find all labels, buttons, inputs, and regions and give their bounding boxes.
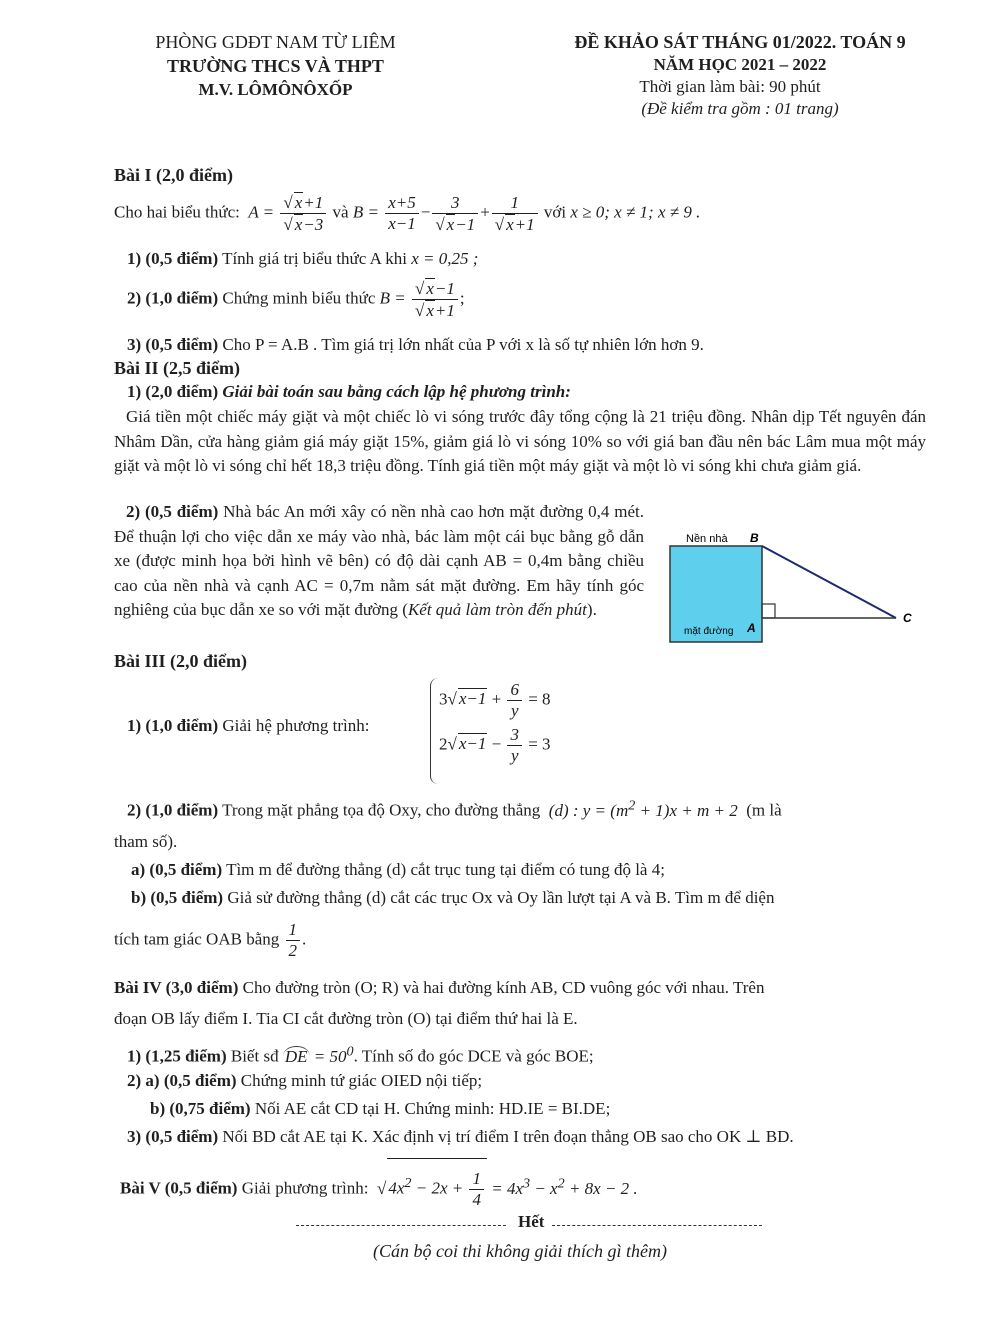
bai3-q2-param2: tham số). xyxy=(114,832,178,851)
bai5-title: Bài V (0,5 điểm) xyxy=(120,1178,238,1198)
bai4-intro-text: Cho đường tròn (O; R) và hai đường kính AB, CD vuông góc với nhau. Trên xyxy=(242,978,765,997)
school-dept: PHÒNG GDĐT NAM TỪ LIÊM xyxy=(155,32,396,52)
label-house: Nền nhà xyxy=(686,533,728,545)
bai4-title: Bài IV (3,0 điểm) xyxy=(114,978,239,997)
bai3-qb-text2: tích tam giác OAB bằng xyxy=(114,929,280,949)
bai3-q2: 2) (1,0 điểm) Trong mặt phẳng tọa độ Oxy, cho đường thẳng (d) : $y = (m^2 + 1)x + m + 2$ (m là xyxy=(127,797,782,820)
bai3-qb-text: Giả sử đường thẳng (d) cắt các trục Ox và Oy lần lượt tại A và B. Tìm m để diện xyxy=(227,888,775,907)
bai1-q3-text: Cho P = A.B . Tìm giá trị lớn nhất của P với x là số tự nhiên lớn hơn 9. xyxy=(222,335,704,354)
bai5: Bài V (0,5 điểm) Giải phương trình: √ $4x^2 - 2x$ + $\frac{1}{4}$ = $4x^3 - x^2 + 8x - 2$ . xyxy=(120,1158,638,1213)
equation-system: 3√ x−1 + $\frac{6}{y}$ = 8 2√ x−1 − $\frac{3}{y}$ = 3 xyxy=(430,678,551,784)
school-name-2: M.V. LÔMÔNÔXỐP xyxy=(198,80,353,99)
bai1-title: Bài I (2,0 điểm) xyxy=(114,165,233,185)
bai5-text: Giải phương trình: xyxy=(241,1178,369,1198)
bai3-qa-label: a) (0,5 điểm) xyxy=(131,860,223,879)
right-angle-mark xyxy=(762,604,775,618)
bai1-q3-label: 3) (0,5 điểm) xyxy=(127,335,219,354)
bai3-qa xyxy=(131,860,665,880)
bai1-q1-label: 1) (0,5 điểm) xyxy=(127,249,219,268)
bai3-qa-text: Tìm m để đường thẳng (d) cắt trục tung tại điểm có tung độ là 4; xyxy=(226,860,665,879)
footer-end: Hết xyxy=(518,1212,545,1231)
footer-note: (Cán bộ coi thi không giải thích gì thêm) xyxy=(373,1241,667,1261)
time-limit: Thời gian làm bài: 90 phút xyxy=(639,77,821,96)
bai4-q1-text-a: Biết sđ xyxy=(230,1046,279,1066)
footer-line xyxy=(296,1212,762,1231)
bai4-q3 xyxy=(127,1127,794,1147)
bai1-q2-text: Chứng minh biểu thức xyxy=(222,288,376,308)
bai4-intro2: đoạn OB lấy điểm I. Tia CI cắt đường tròn (O) tại điểm thứ hai là E. xyxy=(114,1009,578,1028)
bai2-q1-heading xyxy=(127,382,571,402)
bai1-q3 xyxy=(127,335,704,355)
bai1-q1: 1) (0,5 điểm) Tính giá trị biểu thức A khi x = 0,25 ; xyxy=(127,249,479,268)
exam-title: ĐỀ KHẢO SÁT THÁNG 01/2022. TOÁN 9 xyxy=(574,32,906,52)
bai2-q1-text: Giá tiền một chiếc máy giặt và một chiếc lò vi sóng trước đây tổng cộng là 21 triệu đồng. Nhân dịp Tết nguyên đán Nhâm Dần, cửa hàng giảm giá máy giặt 15%, giảm giá lò vi sóng 10% so với giá ban đầu nên bác Lâm mua một máy giặt và một lò vi sóng chỉ hết 18,3 triệu đồng. Tính giá tiền một máy giặt và một lò vi sóng khi chưa giảm giá. xyxy=(114,407,926,475)
bai3-q1 xyxy=(127,716,369,736)
label-A: A xyxy=(747,621,756,635)
bai4-q2b-label: b) (0,75 điểm) xyxy=(150,1099,251,1118)
bai4-q3-label: 3) (0,5 điểm) xyxy=(127,1127,219,1146)
bai4-q2a xyxy=(127,1071,482,1091)
bai4-q3-text: Nối BD cắt AE tại K. Xác định vị trí điểm I trên đoạn thẳng OB sao cho OK ⊥ BD. xyxy=(222,1127,794,1146)
school-name: TRƯỜNG THCS VÀ THPT xyxy=(167,56,384,76)
bai4-q2a-label: a) (0,5 điểm) xyxy=(145,1071,237,1090)
bai3-qb xyxy=(131,888,774,908)
label-B: B xyxy=(750,531,759,545)
bai2-q2 xyxy=(114,500,644,623)
bai1-and: và xyxy=(332,202,349,222)
bai4-q2a-text: Chứng minh tứ giác OIED nội tiếp; xyxy=(240,1071,483,1090)
bai1-q2-label: 2) (1,0 điểm) xyxy=(127,288,219,308)
label-road: mặt đường xyxy=(684,626,734,637)
ramp-line xyxy=(762,546,896,618)
bai3-title: Bài III (2,0 điểm) xyxy=(114,651,248,671)
bai4-q2-label: 2) xyxy=(127,1071,142,1090)
bai4-q2b xyxy=(150,1099,610,1119)
bai1-cond: với xyxy=(543,202,567,222)
bai1-intro: Cho hai biểu thức: xyxy=(114,202,240,222)
bai4-q1: 1) (1,25 điểm) Biết sđ DE = $50^0$. Tính số đo góc DCE và góc BOE; xyxy=(127,1043,594,1066)
bai3-qb-2: tích tam giác OAB bằng $\frac{1}{2}$ . xyxy=(114,920,307,960)
bai2-q1-title: Giải bài toán sau bằng cách lập hệ phương trình: xyxy=(222,382,571,401)
page-count: (Đề kiểm tra gồm : 01 trang) xyxy=(641,99,839,118)
bai3-q1-label: 1) (1,0 điểm) xyxy=(127,716,219,735)
bai2-q2-text: Nhà bác An mới xây có nền nhà cao hơn mặt đường 0,4 mét. Để thuận lợi cho việc dẫn xe máy vào nhà, bác làm một cái bục bằng gỗ dẫn xe (được minh họa bởi hình vẽ bên) có độ dài cạnh AB = 0,4m bằng chiều cao của nền nhà và cạnh AC = 0,7m nằm sát mặt đường. Em hãy tính góc nghiêng của bục dẫn xe so với mặt đường ( xyxy=(114,502,644,619)
bai3-q2-text: Trong mặt phẳng tọa độ Oxy, cho đường thẳng xyxy=(222,800,541,820)
bai4-q2b-text: Nối AE cắt CD tại H. Chứng minh: HD.IE = BI.DE; xyxy=(254,1099,611,1118)
bai2-q2-note: Kết quả làm tròn đến phút xyxy=(407,600,587,619)
bai3-q1-text: Giải hệ phương trình: xyxy=(222,716,370,735)
bai4-intro xyxy=(114,978,764,998)
school-year: NĂM HỌC 2021 – 2022 xyxy=(653,55,827,74)
bai2-title: Bài II (2,5 điểm) xyxy=(114,358,240,378)
bai1-q2: 2) (1,0 điểm) Chứng minh biểu thức B = $\frac{√ x-1}{√ x+1}$ ; xyxy=(127,279,465,320)
bai1-q1-text: Tính giá trị biểu thức A khi xyxy=(222,249,407,268)
bai4-q1-text-b: . Tính số đo góc DCE và góc BOE; xyxy=(353,1046,594,1066)
bai4-q1-label: 1) (1,25 điểm) xyxy=(127,1046,227,1066)
bai3-qb-label: b) (0,5 điểm) xyxy=(131,888,224,907)
label-C: C xyxy=(903,611,912,625)
bai2-q2-label: 2) (0,5 điểm) xyxy=(126,502,219,521)
bai2-q2-end: ). xyxy=(586,600,597,619)
ramp-figure xyxy=(660,522,930,644)
bai3-q2-param: (m là xyxy=(746,800,782,820)
bai1-expressions: Cho hai biểu thức: A = $\frac{√ x+1}{√ x-3}$ và B = $\frac{x+5}{x-1}$ − $\frac{3}{√ x-1}$ + $\frac{1}{√ x+1}$ với x ≥ 0; x ≠ 1; x ≠ 9 . xyxy=(114,192,701,234)
fraction-A: $\frac{√ x+1}{√ x-3}$ xyxy=(280,192,326,235)
bai2-q1-label: 1) (2,0 điểm) xyxy=(127,382,219,401)
bai3-q2-label: 2) (1,0 điểm) xyxy=(127,800,219,820)
